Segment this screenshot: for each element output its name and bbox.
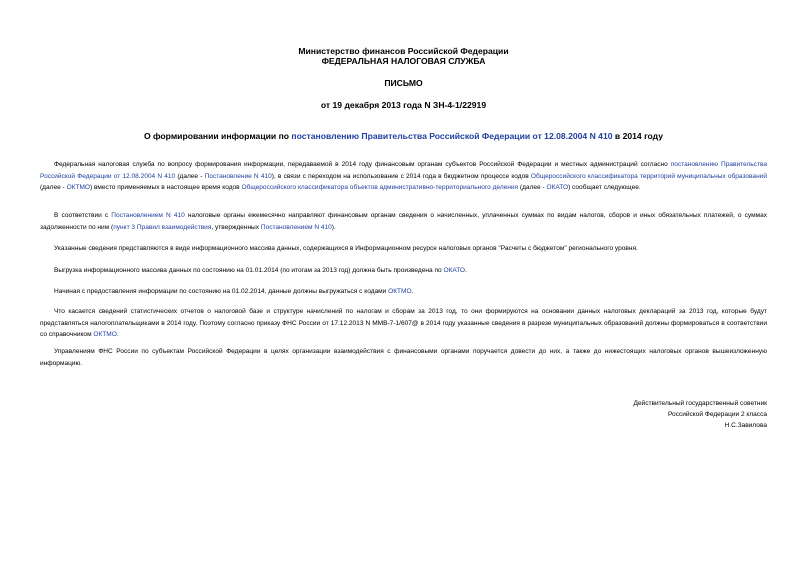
- paragraph-6: [40, 306, 767, 341]
- title-text: О формировании информации по: [143, 131, 292, 141]
- paragraph-2: [40, 210, 767, 233]
- paragraph-text: налоговые органы ежемесячно направляют финансовым органам сведения о начисленных, уплаченных суммах по видам налогов, сборов и иных обязательных платежей, о суммах задолженности по ним (: [40, 212, 767, 231]
- paragraph-5: [40, 286, 767, 298]
- document-type: ПИСЬМО: [384, 78, 423, 88]
- paragraph-text: ).: [331, 223, 336, 231]
- document-date: от 19 декабря 2013 года N ЗН-4-1/22919: [320, 100, 487, 110]
- signature-name: Н.С.Завилова: [724, 422, 767, 429]
- link-oktmo-classifier[interactable]: Общероссийского классификатора территорий муниципальных образований: [530, 172, 767, 180]
- signature-title-line-2: Российской Федерации 2 класса: [667, 411, 767, 418]
- paragraph-text: ) вместо применяемых в настоящее время кодов: [90, 184, 242, 191]
- ministry-name: Министерство финансов Российской Федерации: [298, 46, 509, 56]
- link-resolution-410[interactable]: постановлению Правительства Российской Федерации от 12.08.2004 N 410: [40, 161, 768, 180]
- title-text: в 2014 году: [612, 131, 664, 141]
- paragraph-text: Управлениям ФНС России по субъектам Российской Федерации в целях организации взаимодействия с финансовыми органами поручается довести до них, а также до нижестоящих налоговых органов вышеизложенную информацию.: [40, 348, 767, 367]
- paragraph-text: Выгрузка информационного массива данных по состоянию на 01.01.2014 (по итогам за 2013 год) должна быть произведена по: [54, 267, 444, 274]
- signature-title-line-1: Действительный государственный советник: [633, 400, 767, 407]
- paragraph-4: [40, 265, 767, 277]
- paragraph-text: ) сообщает следующее.: [568, 184, 641, 191]
- paragraph-text: Указанные сведения представляются в виде информационного массива данных, содержащихся в Информационном ресурсе налоговых органов "Расчеты с бюджетом" регионального уровня.: [54, 245, 638, 252]
- link-okato-classifier[interactable]: Общероссийского классификатора объектов административно-территориального деления: [241, 184, 519, 191]
- link-oktmo[interactable]: ОКТМО: [93, 331, 117, 338]
- paragraph-1: [40, 159, 767, 194]
- link-oktmo[interactable]: ОКТМО: [66, 184, 91, 191]
- link-resolution-n410[interactable]: Постановление N 410: [204, 172, 272, 180]
- paragraph-text: В соответствии с: [54, 212, 112, 219]
- paragraph-text: .: [411, 288, 414, 295]
- link-interaction-rules-item-3[interactable]: пункт 3 Правил взаимодействия: [113, 223, 212, 231]
- paragraph-text: (далее -: [518, 184, 547, 191]
- paragraph-text: .: [465, 267, 467, 274]
- link-okato[interactable]: ОКАТО: [546, 184, 569, 191]
- link-resolution-n410[interactable]: Постановлением N 410: [111, 212, 185, 219]
- service-name: ФЕДЕРАЛЬНАЯ НАЛОГОВАЯ СЛУЖБА: [321, 56, 486, 66]
- document-title: [0, 131, 807, 141]
- paragraph-text: .: [116, 331, 119, 338]
- paragraph-text: (далее -: [40, 184, 67, 191]
- link-resolution-n410[interactable]: Постановлением N 410: [260, 223, 332, 231]
- paragraph-text: ), в связи с переходом на использование с 2014 года в бюджетном процессе кодов: [271, 172, 531, 180]
- link-oktmo[interactable]: ОКТМО: [388, 288, 412, 295]
- link-okato[interactable]: ОКАТО: [443, 267, 466, 274]
- paragraph-text: Начиная с предоставления информации по состоянию на 01.02.2014, данные должны выгружаться с кодами: [54, 288, 389, 295]
- paragraph-text: (далее -: [175, 172, 205, 180]
- paragraph-7: [40, 346, 767, 369]
- paragraph-text: , утвержденных: [211, 223, 261, 231]
- paragraph-text: Федеральная налоговая служба по вопросу формирования информации, передаваемой в 2014 году финансовым органам субъектов Российской Федерации и местных администраций согласно: [54, 161, 671, 168]
- title-link-resolution-410[interactable]: постановлению Правительства Российской Федерации от 12.08.2004 N 410: [291, 131, 613, 141]
- paragraph-text: Что касается сведений статистических отчетов о налоговой базе и структуре начислений по налогам и сборам за 2013 год, то они формируются на основании данных налоговых деклараций за 2013 год, которые будут представляться налогоплательщиками в 2014 году. Поэтому согласно приказу ФНС России от 17.12.2013 N ММВ-7-1/607@ в 2014 году указанные сведения в разрезе муниципальных образований должны формироваться в соответствии со справочником: [40, 308, 767, 338]
- paragraph-3: [40, 243, 767, 255]
